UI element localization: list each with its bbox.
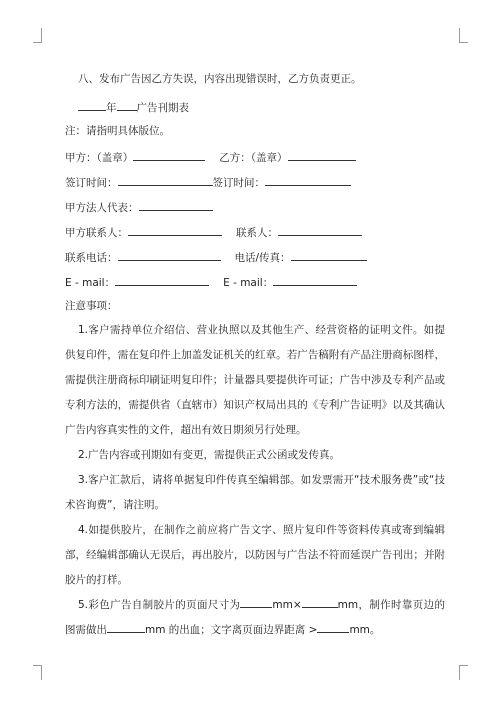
notes-title: 注意事项：	[65, 300, 118, 312]
year-blank[interactable]	[78, 99, 106, 111]
page-height-blank[interactable]	[302, 596, 338, 608]
legal-rep-blank[interactable]	[139, 199, 213, 211]
contact-b-label: 联系人：	[236, 227, 278, 239]
party-a-blank[interactable]	[133, 149, 205, 161]
email-a-blank[interactable]	[115, 274, 209, 286]
phone-row	[65, 249, 367, 265]
contact-a-blank[interactable]	[128, 224, 222, 236]
crop-mark-bottom-left	[33, 665, 42, 680]
note-5-text-b: mm×	[272, 599, 302, 611]
note-5-text-e: mm。	[349, 624, 381, 636]
sign-time-b-blank[interactable]	[265, 174, 351, 186]
email-b-blank[interactable]	[273, 274, 357, 286]
clause-8: 八、发布广告因乙方失误，内容出现错误时，乙方负责更正。	[78, 73, 362, 85]
phone-fax-blank[interactable]	[291, 249, 367, 261]
crop-mark-top-right	[459, 28, 468, 43]
party-a-label: 甲方：（盖章）	[65, 152, 134, 164]
contact-a-label: 甲方联系人：	[65, 227, 128, 239]
contact-b-blank[interactable]	[278, 224, 362, 236]
issue-blank[interactable]	[117, 99, 137, 111]
note-5-text-d: mm 的出血；文字离页面边界距离 >	[145, 624, 318, 636]
margin-blank[interactable]	[317, 621, 349, 633]
email-b-label: E - mail：	[223, 277, 274, 289]
email-a-label: E - mail：	[65, 277, 116, 289]
note-item-3: 3.客户汇款后，请将单据复印件传真至编辑部。如发票需开“技术服务费”或“技术咨询费”，请注明。	[65, 474, 445, 511]
note-item-5	[65, 593, 445, 643]
page-width-blank[interactable]	[240, 596, 272, 608]
party-b-blank[interactable]	[288, 149, 356, 161]
party-b-label: 乙方：（盖章）	[219, 152, 288, 164]
note-item-2: 2.广告内容或刊期如有变更，需提供正式公函或发传真。	[78, 449, 341, 461]
crop-mark-bottom-right	[459, 665, 468, 680]
sign-time-b-label: 签订时间：	[212, 177, 265, 189]
note-item-1: 1.客户需持单位介绍信、营业执照以及其他生产、经营资格的证明文件。如提供复印件，需在复印件上加盖发证机关的红章。若广告稿附有产品注册商标图样，需提供注册商标印刷证明复印件；计量器具要提供许可证；广告中涉及专利产品或专利方法的，需提供省（直辖市）知识产权局出具的《专利广告证明》以及其确认广告内容真实性的文件，超出有效日期须另行处理。	[65, 324, 445, 436]
legal-rep-label: 甲方法人代表：	[65, 202, 139, 214]
schedule-title: 广告刊期表	[136, 102, 189, 114]
phone-blank[interactable]	[118, 249, 221, 261]
legal-rep-row	[65, 199, 213, 215]
bleed-blank[interactable]	[107, 621, 145, 633]
year-label: 年	[106, 102, 117, 114]
phone-label: 联系电话：	[65, 252, 118, 264]
note-line: 注：请指明具体版位。	[65, 125, 170, 137]
party-row	[65, 149, 356, 165]
sign-time-a-blank[interactable]	[118, 174, 213, 186]
email-row	[65, 274, 357, 290]
phone-fax-label: 电话/传真：	[234, 252, 291, 264]
contact-row	[65, 224, 362, 240]
note-5-text-c: mm，制作时靠页边的图需做出	[65, 599, 445, 636]
sign-time-a-label: 签订时间：	[65, 177, 118, 189]
schedule-title-line	[78, 99, 189, 115]
note-item-4: 4.如提供胶片，在制作之前应将广告文字、照片复印件等资料传真或寄到编辑部，经编辑部确认无误后，再出胶片，以防因与广告法不符而延误广告刊出；并附胶片的打样。	[65, 524, 445, 586]
crop-mark-top-left	[33, 28, 42, 43]
sign-time-row	[65, 174, 351, 190]
note-5-text-a: 5.彩色广告自制胶片的页面尺寸为	[78, 599, 241, 611]
